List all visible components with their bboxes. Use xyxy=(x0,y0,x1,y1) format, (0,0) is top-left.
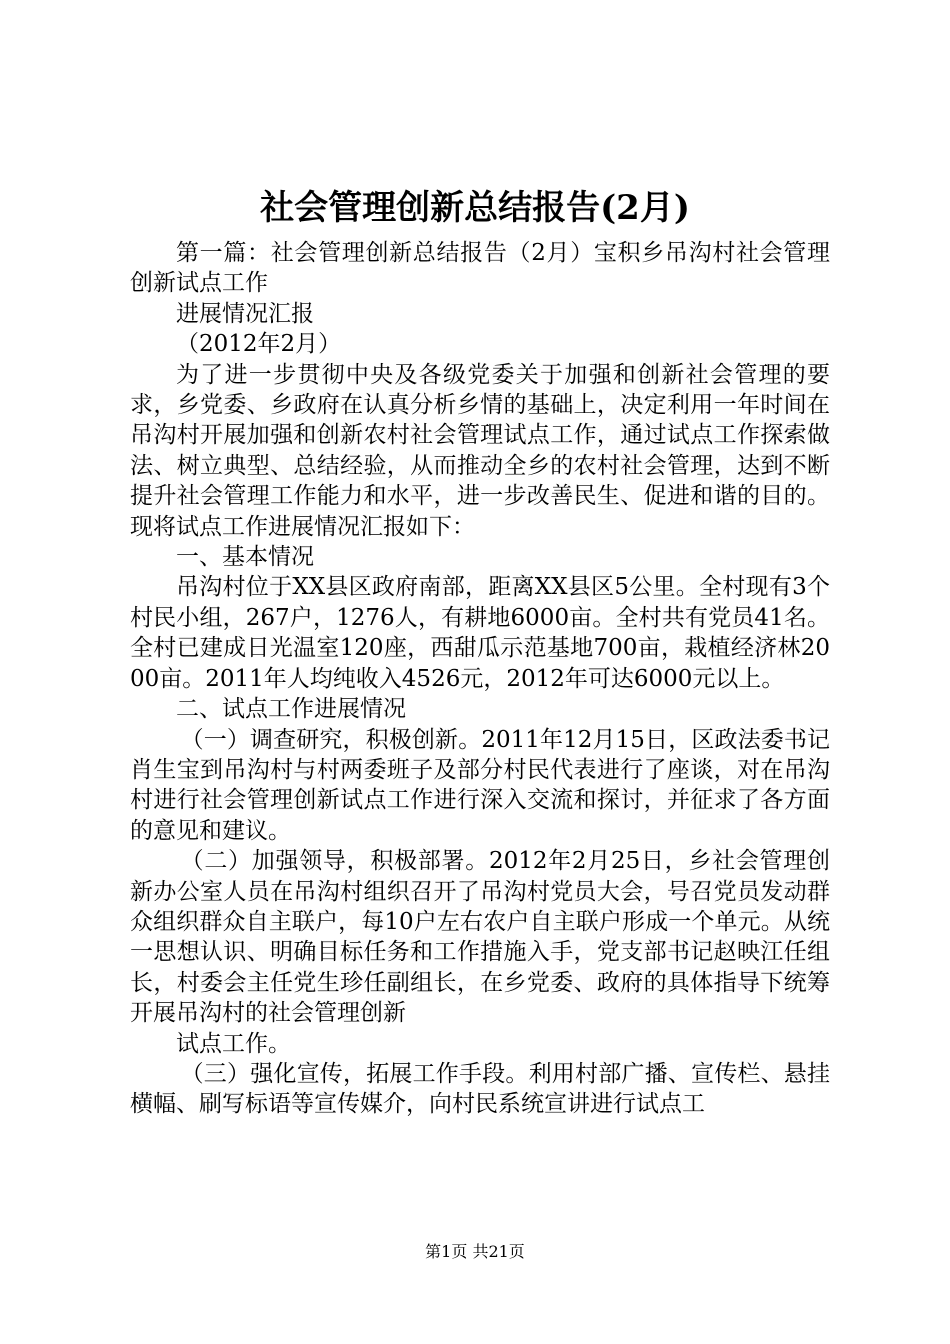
paragraph-heading-line: 第一篇：社会管理创新总结报告（2月）宝积乡吊沟村社会管理创新试点工作 xyxy=(130,240,830,297)
page-footer: 第1页 共21页 xyxy=(425,1242,525,1261)
paragraph-progress-2: （二）加强领导，积极部署。2012年2月25日，乡社会管理创新办公室人员在吊沟村组织召开了吊沟村党员大会，号召党员发动群众组织群众自主联户，每10户左右农户自主联户形成一个单元。从统一思想认识、明确目标任务和工作措施入手，党支部书记赵映江任组长，村委会主任党生珍任副组长，在乡党委、政府的具体指导下统筹开展吊沟村的社会管理创新 xyxy=(130,848,830,1027)
section-heading-basic: 一、基本情况 xyxy=(176,544,314,571)
paragraph-progress-3: （三）强化宣传，拓展工作手段。利用村部广播、宣传栏、悬挂横幅、刷写标语等宣传媒介，向村民系统宣讲进行试点工 xyxy=(130,1060,830,1118)
paragraph-progress-1: （一）调查研究，积极创新。2011年12月15日，区政法委书记肖生宝到吊沟村与村两委班子及部分村民代表进行了座谈，对在吊沟村进行社会管理创新试点工作进行深入交流和探讨，并征求了各方面的意见和建议。 xyxy=(130,726,830,844)
paragraph-basic-info: 吊沟村位于XX县区政府南部，距离XX县区5公里。全村现有3个村民小组，267户，1276人，有耕地6000亩。全村共有党员41名。全村已建成日光温室120座，西甜瓜示范基地700亩，栽植经济林2000亩。2011年人均纯收入4526元，2012年可达6000元以上。 xyxy=(130,574,830,692)
document-title: 社会管理创新总结报告(2月) xyxy=(260,188,690,228)
paragraph-date: （2012年2月） xyxy=(176,331,342,358)
paragraph-intro: 为了进一步贯彻中央及各级党委关于加强和创新社会管理的要求，乡党委、乡政府在认真分析乡情的基础上，决定利用一年时间在吊沟村开展加强和创新农村社会管理试点工作，通过试点工作探索做法、树立典型、总结经验，从而推动全乡的农村社会管理，达到不断提升社会管理工作能力和水平，进一步改善民生、促进和谐的目的。现将试点工作进展情况汇报如下： xyxy=(130,361,830,540)
section-heading-progress: 二、试点工作进展情况 xyxy=(176,696,406,723)
document-body xyxy=(130,238,830,1120)
paragraph-subheading: 进展情况汇报 xyxy=(176,300,314,327)
paragraph-progress-2-tail: 试点工作。 xyxy=(176,1030,291,1057)
